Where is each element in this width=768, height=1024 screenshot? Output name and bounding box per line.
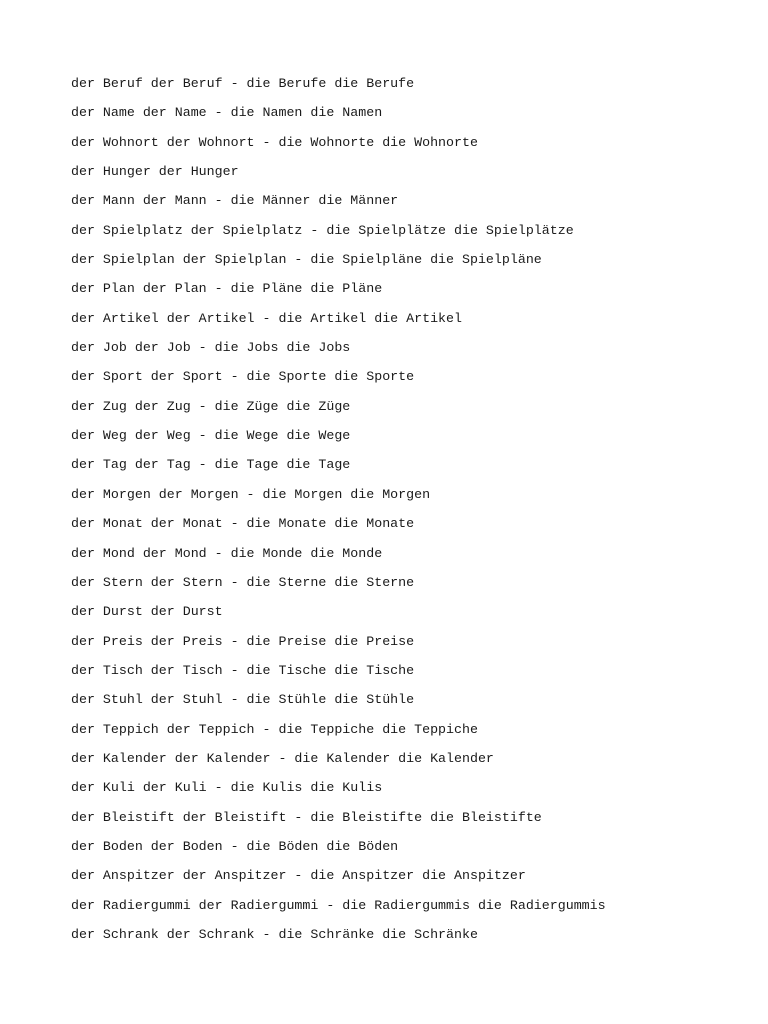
- vocabulary-line: der Tisch der Tisch - die Tische die Tische: [71, 662, 415, 678]
- vocabulary-line: der Weg der Weg - die Wege die Wege: [71, 428, 351, 444]
- vocabulary-line: der Stuhl der Stuhl - die Stühle die Stühle: [71, 692, 415, 708]
- vocabulary-line: der Preis der Preis - die Preise die Preise: [71, 633, 415, 649]
- vocabulary-line: der Mond der Mond - die Monde die Monde: [71, 545, 383, 561]
- vocabulary-line: der Job der Job - die Jobs die Jobs: [71, 340, 351, 356]
- vocabulary-list: [71, 69, 606, 949]
- vocabulary-line: der Monat der Monat - die Monate die Monate: [71, 516, 415, 532]
- vocabulary-line: der Artikel der Artikel - die Artikel die Artikel: [71, 310, 462, 326]
- vocabulary-line: der Durst der Durst: [71, 604, 223, 620]
- vocabulary-line: der Kalender der Kalender - die Kalender die Kalender: [71, 750, 494, 766]
- vocabulary-line: der Spielplan der Spielplan - die Spielpläne die Spielpläne: [71, 252, 542, 268]
- vocabulary-line: der Spielplatz der Spielplatz - die Spielplätze die Spielplätze: [71, 222, 574, 238]
- vocabulary-line: der Beruf der Beruf - die Berufe die Berufe: [71, 76, 415, 91]
- vocabulary-line: der Tag der Tag - die Tage die Tage: [71, 457, 351, 473]
- vocabulary-line: der Sport der Sport - die Sporte die Sporte: [71, 369, 415, 385]
- vocabulary-line: der Morgen der Morgen - die Morgen die Morgen: [71, 486, 431, 502]
- vocabulary-line: der Radiergummi der Radiergummi - die Radiergummis die Radiergummis: [71, 897, 606, 913]
- vocabulary-line: der Schrank der Schrank - die Schränke die Schränke: [71, 926, 478, 942]
- vocabulary-line: der Teppich der Teppich - die Teppiche die Teppiche: [71, 721, 478, 737]
- vocabulary-line: der Stern der Stern - die Sterne die Sterne: [71, 574, 415, 590]
- vocabulary-line: der Name der Name - die Namen die Namen: [71, 105, 383, 121]
- vocabulary-line: der Plan der Plan - die Pläne die Pläne: [71, 281, 383, 297]
- vocabulary-line: der Boden der Boden - die Böden die Böden: [71, 838, 399, 854]
- vocabulary-line: der Anspitzer der Anspitzer - die Anspitzer die Anspitzer: [71, 868, 526, 884]
- vocabulary-line: der Kuli der Kuli - die Kulis die Kulis: [71, 780, 383, 796]
- vocabulary-line: der Hunger der Hunger: [71, 164, 239, 180]
- vocabulary-line: der Wohnort der Wohnort - die Wohnorte die Wohnorte: [71, 134, 478, 150]
- vocabulary-line: der Bleistift der Bleistift - die Bleistifte die Bleistifte: [71, 809, 542, 825]
- vocabulary-line: der Zug der Zug - die Züge die Züge: [71, 398, 351, 414]
- vocabulary-line: der Mann der Mann - die Männer die Männer: [71, 193, 399, 209]
